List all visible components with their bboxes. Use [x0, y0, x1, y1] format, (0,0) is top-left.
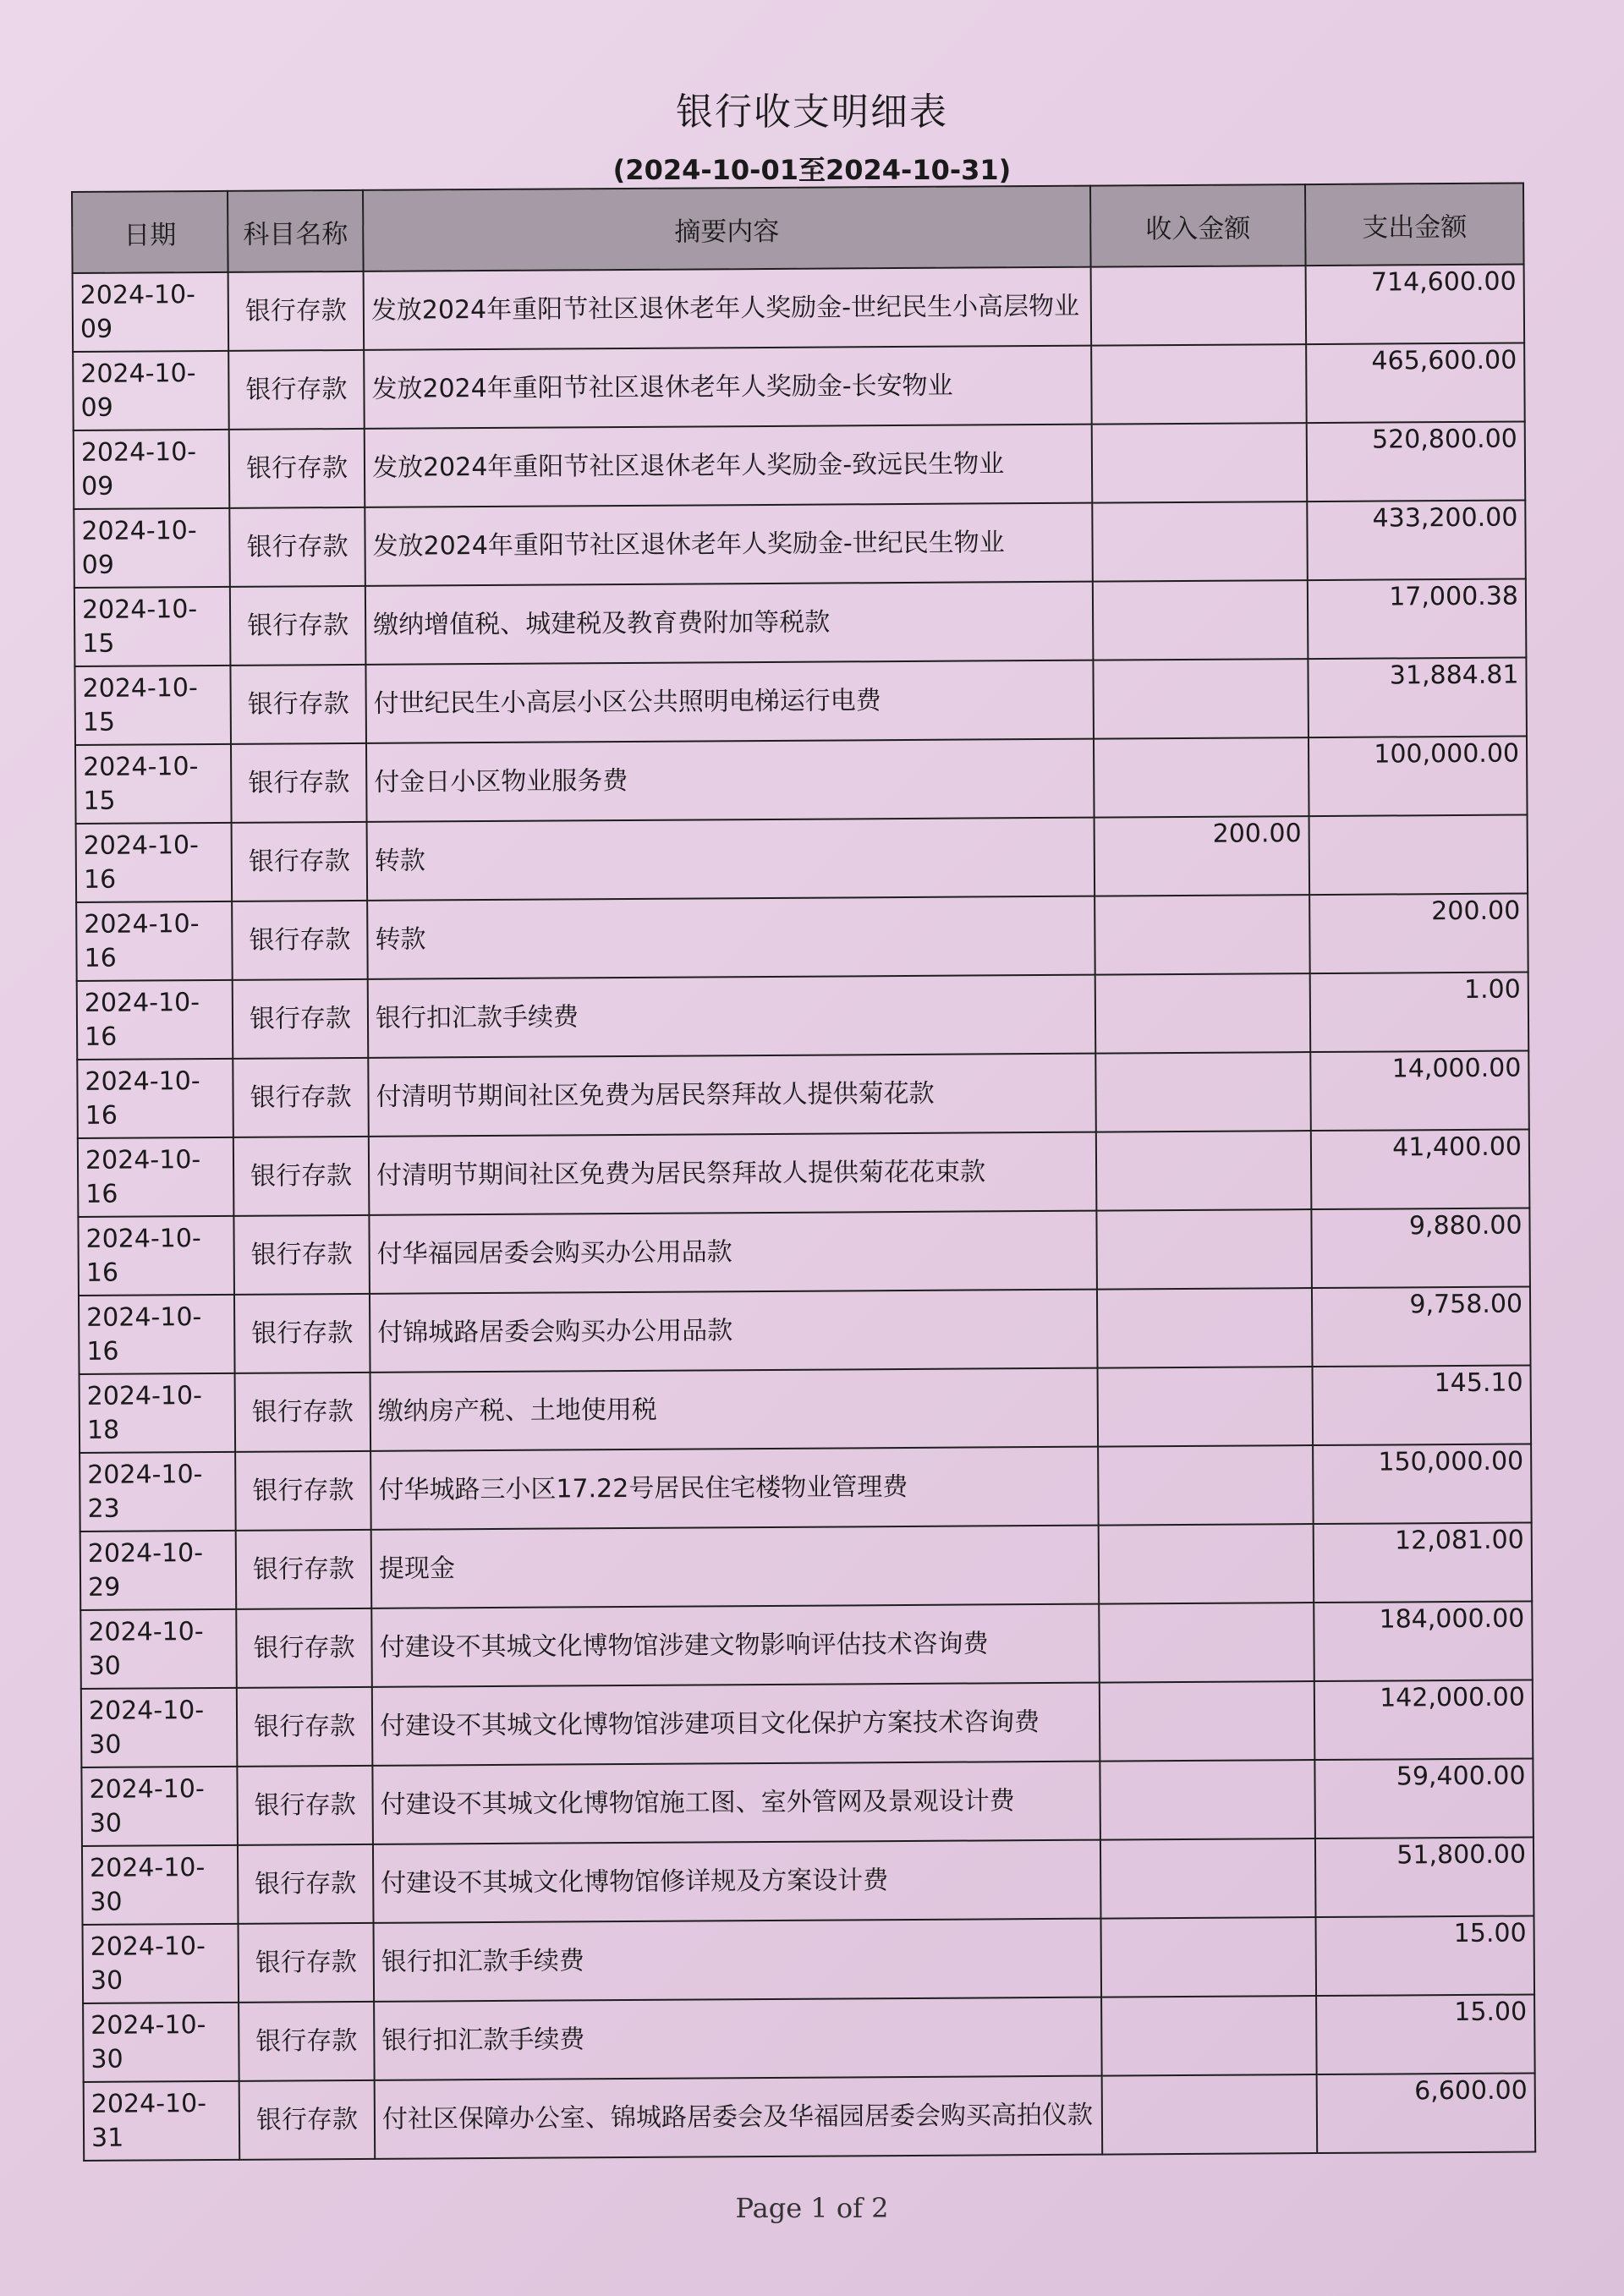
cell-summary: 缴纳增值税、城建税及教育费附加等税款 — [365, 582, 1094, 665]
cell-summary: 缴纳房产税、土地使用税 — [370, 1368, 1099, 1451]
cell-expense: 59,400.00 — [1314, 1758, 1533, 1838]
cell-date: 2024-10-16 — [78, 1216, 234, 1296]
table-row — [76, 893, 1528, 980]
cell-summary: 银行扣汇款手续费 — [368, 975, 1096, 1058]
cell-summary: 发放2024年重阳节社区退休老年人奖励金-世纪民生小高层物业 — [364, 267, 1092, 350]
cell-summary: 付建设不其城文化博物馆施工图、室外管网及景观设计费 — [372, 1762, 1100, 1844]
cell-account: 银行存款 — [234, 1294, 370, 1373]
cell-summary: 付建设不其城文化博物馆涉建文物影响评估技术咨询费 — [371, 1604, 1100, 1687]
table-row — [74, 422, 1526, 509]
cell-income — [1099, 1603, 1314, 1683]
table-row — [78, 1129, 1530, 1216]
cell-account: 银行存款 — [235, 1373, 371, 1452]
cell-summary: 付建设不其城文化博物馆涉建项目文化保护方案技术咨询费 — [372, 1683, 1100, 1766]
cell-income — [1098, 1367, 1314, 1447]
cell-summary: 付清明节期间社区免费为居民祭拜故人提供菊花花束款 — [369, 1132, 1097, 1215]
cell-account: 银行存款 — [237, 1687, 373, 1767]
cell-account: 银行存款 — [228, 271, 365, 351]
cell-account: 银行存款 — [233, 1058, 369, 1137]
table-row — [74, 501, 1526, 588]
header-summary: 摘要内容 — [363, 186, 1091, 271]
cell-date: 2024-10-16 — [76, 823, 233, 902]
cell-date: 2024-10-15 — [74, 666, 231, 745]
cell-date: 2024-10-30 — [81, 1767, 238, 1846]
cell-expense: 184,000.00 — [1314, 1601, 1533, 1681]
cell-account: 银行存款 — [229, 507, 365, 587]
cell-date: 2024-10-16 — [76, 901, 233, 981]
cell-expense: 520,800.00 — [1307, 422, 1526, 502]
table-row — [75, 736, 1528, 823]
cell-date: 2024-10-29 — [80, 1531, 237, 1610]
cell-date: 2024-10-16 — [77, 980, 233, 1060]
cell-summary: 银行扣汇款手续费 — [374, 1997, 1102, 2080]
cell-summary: 提现金 — [371, 1526, 1100, 1608]
cell-expense: 433,200.00 — [1307, 501, 1526, 581]
table-row — [80, 1601, 1533, 1688]
table-row — [80, 1444, 1532, 1531]
cell-account: 银行存款 — [233, 979, 369, 1059]
cell-date: 2024-10-16 — [78, 1137, 234, 1217]
cell-date: 2024-10-15 — [74, 587, 231, 666]
cell-income — [1092, 501, 1308, 582]
cell-date: 2024-10-23 — [80, 1452, 236, 1532]
cell-date: 2024-10-09 — [74, 430, 230, 509]
cell-date: 2024-10-30 — [81, 1688, 238, 1767]
cell-summary: 付建设不其城文化博物馆修详规及方案设计费 — [373, 1840, 1101, 1923]
cell-expense: 12,081.00 — [1314, 1522, 1533, 1603]
cell-summary: 银行扣汇款手续费 — [374, 1919, 1102, 2002]
cell-expense: 714,600.00 — [1306, 265, 1525, 345]
cell-summary: 转款 — [367, 896, 1095, 979]
cell-expense: 142,000.00 — [1314, 1680, 1533, 1760]
table-row — [81, 1758, 1533, 1845]
cell-expense: 100,000.00 — [1309, 736, 1528, 816]
cell-income — [1102, 2074, 1318, 2155]
cell-date: 2024-10-16 — [77, 1059, 233, 1138]
cell-expense: 145.10 — [1313, 1365, 1532, 1445]
table-row — [80, 1365, 1532, 1452]
date-range: (2024-10-01至2024-10-31) — [612, 154, 1012, 186]
cell-expense: 51,800.00 — [1315, 1837, 1534, 1917]
table-row — [82, 1837, 1534, 1924]
cell-summary: 付社区保障办公室、锦城路居委会及华福园居委会购买高拍仪款 — [375, 2076, 1103, 2159]
table-row — [77, 972, 1529, 1059]
cell-account: 银行存款 — [228, 350, 365, 430]
header-account: 科目名称 — [228, 190, 364, 272]
cell-account: 银行存款 — [236, 1530, 372, 1609]
ledger-table — [71, 183, 1536, 2162]
cell-income — [1096, 1131, 1312, 1211]
cell-summary: 付金日小区物业服务费 — [366, 739, 1095, 822]
table-row — [76, 814, 1528, 901]
cell-summary: 付锦城路居委会购买办公用品款 — [370, 1290, 1098, 1373]
cell-expense: 31,884.81 — [1308, 658, 1527, 738]
cell-date: 2024-10-30 — [82, 1845, 239, 1925]
cell-summary: 付世纪民生小高层小区公共照明电梯运行电费 — [365, 660, 1094, 743]
cell-income — [1092, 423, 1308, 503]
header-date: 日期 — [72, 191, 228, 273]
cell-date: 2024-10-30 — [83, 2003, 239, 2082]
cell-expense: 14,000.00 — [1310, 1050, 1529, 1131]
cell-income — [1100, 1760, 1315, 1840]
page-number: Page 1 of 2 — [735, 2192, 889, 2224]
table-row — [74, 579, 1527, 666]
cell-summary: 发放2024年重阳节社区退休老年人奖励金-世纪民生物业 — [365, 503, 1093, 586]
cell-income — [1100, 1681, 1315, 1762]
cell-expense: 150,000.00 — [1313, 1444, 1532, 1524]
cell-summary: 付华城路三小区17.22号居民住宅楼物业管理费 — [370, 1447, 1099, 1530]
cell-summary: 付华福园居委会购买办公用品款 — [369, 1211, 1097, 1294]
cell-expense: 465,600.00 — [1306, 343, 1525, 424]
cell-expense: 6,600.00 — [1317, 2073, 1536, 2153]
cell-account: 银行存款 — [239, 1923, 375, 2003]
cell-income — [1093, 659, 1309, 739]
cell-income — [1094, 737, 1309, 818]
page-title: 银行收支明细表 — [676, 90, 948, 134]
cell-summary: 发放2024年重阳节社区退休老年人奖励金-致远民生物业 — [365, 425, 1093, 507]
cell-account: 银行存款 — [235, 1451, 371, 1531]
cell-account: 银行存款 — [236, 1608, 372, 1688]
header-income: 收入金额 — [1090, 184, 1306, 267]
cell-expense: 15.00 — [1315, 1915, 1534, 1996]
cell-income — [1097, 1288, 1313, 1368]
cell-date: 2024-10-09 — [73, 272, 229, 352]
header-expense: 支出金额 — [1305, 184, 1524, 266]
cell-income — [1101, 1996, 1317, 2076]
cell-expense: 9,880.00 — [1311, 1208, 1530, 1288]
cell-income — [1091, 266, 1307, 346]
cell-date: 2024-10-16 — [79, 1295, 235, 1374]
cell-summary: 付清明节期间社区免费为居民祭拜故人提供菊花款 — [368, 1054, 1096, 1137]
cell-income — [1091, 344, 1307, 425]
cell-expense: 41,400.00 — [1311, 1129, 1530, 1209]
cell-account: 银行存款 — [238, 1844, 374, 1924]
cell-expense: 15.00 — [1316, 1994, 1535, 2074]
cell-account: 银行存款 — [239, 2080, 376, 2160]
cell-summary: 转款 — [367, 818, 1095, 901]
cell-date: 2024-10-15 — [75, 744, 232, 824]
table-row — [83, 1994, 1535, 2081]
cell-income — [1096, 1209, 1312, 1290]
cell-date: 2024-10-30 — [83, 1924, 239, 2003]
cell-expense — [1309, 814, 1528, 895]
table-row — [83, 1915, 1535, 2003]
cell-account: 银行存款 — [232, 901, 368, 980]
cell-account: 银行存款 — [231, 743, 367, 823]
cell-account: 银行存款 — [230, 586, 366, 666]
cell-income: 200.00 — [1095, 816, 1310, 896]
header-row — [72, 184, 1524, 273]
table-row — [74, 658, 1527, 745]
cell-account: 银行存款 — [230, 665, 366, 744]
table-row — [80, 1522, 1533, 1609]
cell-income — [1098, 1445, 1314, 1526]
cell-income — [1093, 580, 1309, 660]
cell-expense: 1.00 — [1310, 972, 1529, 1052]
table-row — [73, 343, 1525, 430]
cell-date: 2024-10-31 — [84, 2081, 240, 2161]
cell-expense: 200.00 — [1309, 893, 1528, 973]
cell-account: 银行存款 — [233, 1215, 370, 1295]
cell-date: 2024-10-18 — [80, 1373, 236, 1453]
cell-expense: 9,758.00 — [1312, 1286, 1531, 1367]
cell-expense: 17,000.38 — [1308, 579, 1527, 660]
cell-date: 2024-10-30 — [80, 1609, 237, 1689]
cell-income — [1100, 1838, 1316, 1919]
table-row — [84, 2073, 1536, 2160]
cell-date: 2024-10-09 — [73, 351, 229, 430]
cell-income — [1095, 1052, 1311, 1132]
table-row — [78, 1208, 1530, 1295]
cell-income — [1095, 895, 1310, 975]
cell-income — [1099, 1524, 1314, 1604]
table-row — [77, 1050, 1529, 1137]
cell-summary: 发放2024年重阳节社区退休老年人奖励金-长安物业 — [364, 346, 1092, 429]
cell-account: 银行存款 — [237, 1766, 373, 1845]
cell-account: 银行存款 — [233, 1137, 370, 1216]
cell-date: 2024-10-09 — [74, 508, 230, 588]
table-row — [79, 1286, 1531, 1373]
table-row — [81, 1680, 1533, 1767]
cell-income — [1095, 973, 1311, 1054]
cell-account: 银行存款 — [232, 822, 368, 901]
table-row — [73, 265, 1525, 352]
cell-account: 银行存款 — [229, 429, 365, 508]
cell-income — [1101, 1917, 1317, 1997]
cell-account: 银行存款 — [239, 2002, 375, 2081]
